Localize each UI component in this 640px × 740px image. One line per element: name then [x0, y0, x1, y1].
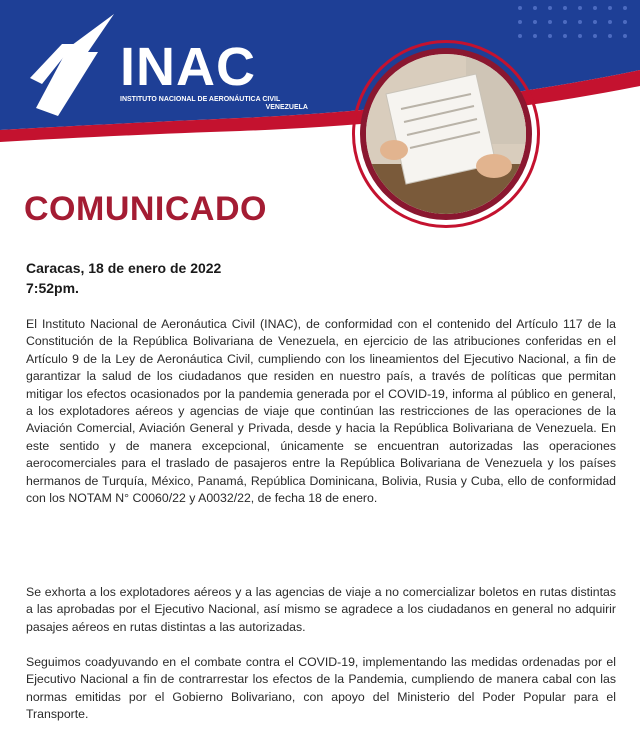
paragraph-2: Se exhorta a los explotadores aéreos y a las agencias de viaje a no comercializar boletos en rutas distintas a las aprobadas por el Ejecutivo Nacional, así mismo se agradece a los ciudadanos en general no adquirir pasajes aéreos en rutas distintas a las autorizadas.: [26, 585, 616, 634]
document-reading-photo: [360, 48, 532, 220]
logo-wordmark: INAC: [120, 37, 256, 97]
paragraph-3: Seguimos coadyuvando en el combate contra el COVID-19, implementando las medidas ordenadas por el Ejecutivo Nacional a fin de contrarrestar los efectos de la Pandemia, cumpliendo de manera cabal con las normas emitidas por el Gobierno Bolivariano, con apoyo del Ministerio del Poder Popular para el Transporte.: [26, 655, 616, 722]
logo-subtitle: [120, 96, 310, 112]
logo-subtitle-line2: VENEZUELA: [265, 104, 308, 112]
photo-illustration: [366, 54, 526, 214]
inac-logo: [28, 8, 308, 138]
logo-subtitle-line1: INSTITUTO NACIONAL DE AERONÁUTICA CIVIL: [120, 96, 281, 103]
paragraph-1: El Instituto Nacional de Aeronáutica Civil (INAC), de conformidad con el contenido del Artículo 117 de la Constitución de la República Bolivariana de Venezuela, en ejercicio de las atribuciones conferidas en el Artículo 9 de la Ley de Aeronáutica Civil, cumpliendo con los lineamientos del Ejecutivo Nacional, a fin de garantizar la salud de los ciudadanos que residen en nuestro país, a través de políticas que permitan mitigar los efectos ocasionados por la pandemia generada por el COVID-19, informa al público en general, a los explotadores aéreos y agencias de viaje que continúan las restricciones de las operaciones de la Aviación Comercial, Aviación General y Privada, desde y hacia la República Bolivariana de Venezuela. En este sentido y de manera excepcional, únicamente se encuentran autorizadas las operaciones aerocomerciales para el traslado de pasajeros entre la República Bolivariana de Venezuela y los países hermanos de Turquía, México, Panamá, República Dominicana, Bolivia, Rusia y Cuba, ello de conformidad con los NOTAM N° C0060/22 y A0032/22, de fecha 18 de enero.: [26, 317, 616, 506]
date-block: [26, 258, 221, 298]
page-title: COMUNICADO: [24, 190, 267, 228]
date-line: Caracas, 18 de enero de 2022: [26, 260, 222, 276]
header-banner: [0, 0, 640, 170]
inac-wing-icon: [28, 8, 118, 118]
time-line: 7:52pm.: [26, 280, 79, 296]
